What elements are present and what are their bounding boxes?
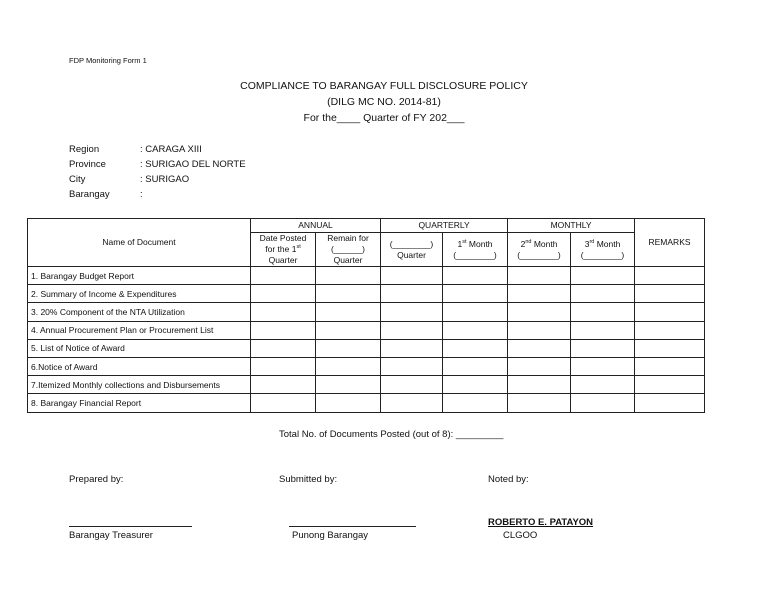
date-posted-cell[interactable] [251,321,316,339]
remain-cell[interactable] [316,267,381,285]
quarter-cell[interactable] [381,357,443,375]
table-row [28,267,705,285]
document-name: 2. Summary of Income & Expenditures [28,285,251,303]
noted-by-title: CLGOO [503,530,538,541]
second-month-cell[interactable] [508,376,571,394]
date-posted-cell[interactable] [251,394,316,412]
document-name: 8. Barangay Financial Report [28,394,251,412]
second-month-cell[interactable] [508,267,571,285]
remain-cell[interactable] [316,285,381,303]
date-posted-cell[interactable] [251,303,316,321]
second-month-cell[interactable] [508,357,571,375]
total-documents-posted: Total No. of Documents Posted (out of 8): _________ [279,429,504,440]
remain-for-header: Remain for (______) Quarter [316,233,381,267]
quarter-cell[interactable] [381,321,443,339]
form-id: FDP Monitoring Form 1 [69,56,147,65]
document-name: 3. 20% Component of the NTA Utilization [28,303,251,321]
remarks-cell[interactable] [635,285,705,303]
region-label: Region [69,144,100,155]
date-posted-cell[interactable] [251,267,316,285]
quarter-cell[interactable] [381,303,443,321]
second-month-cell[interactable] [508,339,571,357]
table-row [28,376,705,394]
third-month-header: 3rd Month (________) [571,233,635,267]
date-posted-cell[interactable] [251,285,316,303]
document-name: 4. Annual Procurement Plan or Procurement List [28,321,251,339]
third-month-cell[interactable] [571,394,635,412]
second-month-cell[interactable] [508,303,571,321]
noted-by-label: Noted by: [488,474,529,485]
third-month-cell[interactable] [571,339,635,357]
document-name: 5. List of Notice of Award [28,339,251,357]
remain-cell[interactable] [316,357,381,375]
name-of-document-header: Name of Document [28,219,251,267]
remarks-header: REMARKS [635,219,705,267]
document-title: COMPLIANCE TO BARANGAY FULL DISCLOSURE POLICY [240,80,528,92]
third-month-cell[interactable] [571,303,635,321]
remain-cell[interactable] [316,303,381,321]
second-month-header: 2nd Month (________) [508,233,571,267]
barangay-label: Barangay [69,189,110,200]
first-month-cell[interactable] [443,339,508,357]
prepared-by-label: Prepared by: [69,474,124,485]
document-name: 7.Itemized Monthly collections and Disbursements [28,376,251,394]
punong-signature-line [289,526,416,527]
quarter-cell[interactable] [381,339,443,357]
table-row [28,394,705,412]
remarks-cell[interactable] [635,303,705,321]
third-month-cell[interactable] [571,357,635,375]
remain-cell[interactable] [316,376,381,394]
first-month-cell[interactable] [443,376,508,394]
quarter-cell[interactable] [381,394,443,412]
third-month-cell[interactable] [571,321,635,339]
province-label: Province [69,159,106,170]
first-month-cell[interactable] [443,321,508,339]
date-posted-cell[interactable] [251,357,316,375]
region-value: : CARAGA XIII [140,144,202,155]
document-name: 6.Notice of Award [28,357,251,375]
province-value: : SURIGAO DEL NORTE [140,159,246,170]
remarks-cell[interactable] [635,321,705,339]
table-row [28,321,705,339]
date-posted-header: Date Posted for the 1st Quarter [251,233,316,267]
first-month-header: 1st Month (________) [443,233,508,267]
remain-cell[interactable] [316,339,381,357]
table-row [28,339,705,357]
remarks-cell[interactable] [635,376,705,394]
treasurer-title: Barangay Treasurer [69,530,153,541]
date-posted-cell[interactable] [251,339,316,357]
document-subtitle: (DILG MC NO. 2014-81) [327,96,441,108]
annual-header: ANNUAL [251,219,381,233]
quarterly-header: QUARTERLY [381,219,508,233]
compliance-table [27,218,705,413]
quarter-line: For the____ Quarter of FY 202___ [303,112,465,124]
remain-cell[interactable] [316,321,381,339]
punong-barangay-title: Punong Barangay [292,530,369,541]
third-month-cell[interactable] [571,376,635,394]
quarter-blank-header: (________) Quarter [381,233,443,267]
quarter-cell[interactable] [381,285,443,303]
remarks-cell[interactable] [635,357,705,375]
remarks-cell[interactable] [635,394,705,412]
remarks-cell[interactable] [635,267,705,285]
second-month-cell[interactable] [508,321,571,339]
quarter-cell[interactable] [381,267,443,285]
barangay-value: : [140,189,143,200]
second-month-cell[interactable] [508,285,571,303]
third-month-cell[interactable] [571,267,635,285]
document-name: 1. Barangay Budget Report [28,267,251,285]
first-month-cell[interactable] [443,303,508,321]
city-value: : SURIGAO [140,174,190,185]
table-row [28,303,705,321]
noted-by-name: ROBERTO E. PATAYON [488,517,594,528]
first-month-cell[interactable] [443,394,508,412]
table-row [28,285,705,303]
quarter-cell[interactable] [381,376,443,394]
remarks-cell[interactable] [635,339,705,357]
second-month-cell[interactable] [508,394,571,412]
table-row [28,357,705,375]
first-month-cell[interactable] [443,285,508,303]
submitted-by-label: Submitted by: [279,474,338,485]
first-month-cell[interactable] [443,357,508,375]
monthly-header: MONTHLY [508,219,635,233]
first-month-cell[interactable] [443,267,508,285]
remain-cell[interactable] [316,394,381,412]
third-month-cell[interactable] [571,285,635,303]
date-posted-cell[interactable] [251,376,316,394]
city-label: City [69,174,86,185]
treasurer-signature-line [69,526,192,527]
